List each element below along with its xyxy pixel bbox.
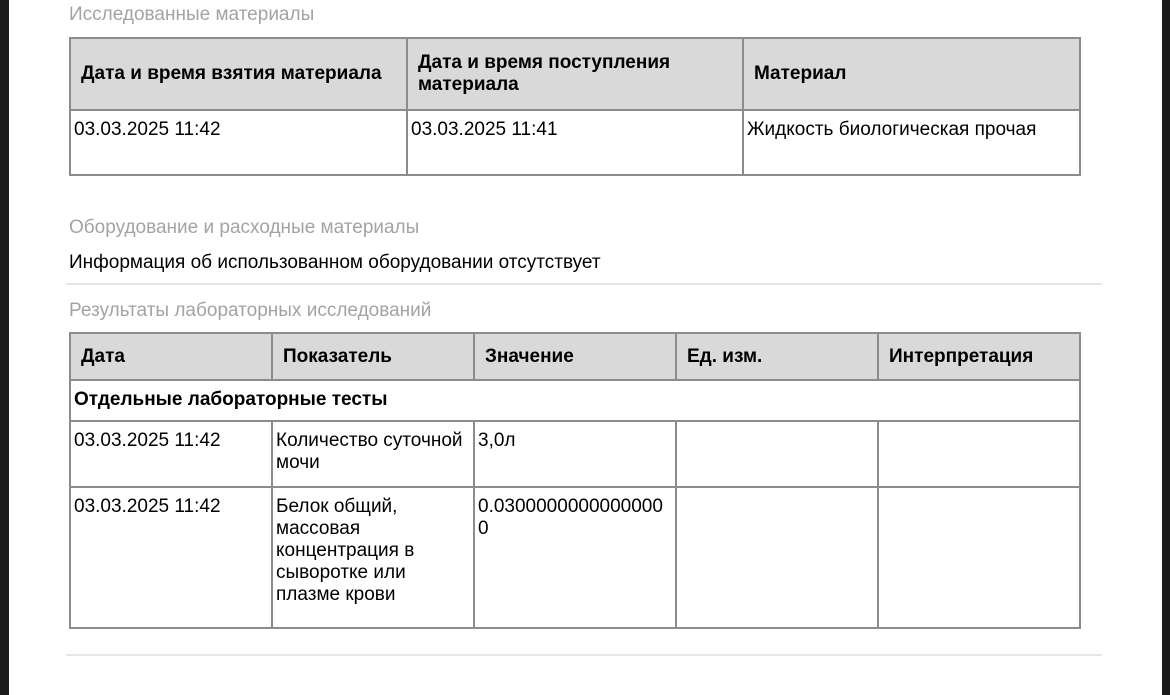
cell-value: 0.03000000000000000 xyxy=(474,487,676,628)
table-row xyxy=(70,421,1080,487)
cell-date: 03.03.2025 11:42 xyxy=(70,421,272,487)
materials-header-row xyxy=(70,38,1080,110)
equipment-section-title: Оборудование и расходные материалы xyxy=(69,217,420,238)
section-divider xyxy=(66,283,1102,285)
table-row xyxy=(70,487,1080,628)
cell-received-datetime: 03.03.2025 11:41 xyxy=(407,110,743,175)
table-row xyxy=(70,110,1080,175)
materials-table xyxy=(69,37,1081,176)
cell-material: Жидкость биологическая прочая xyxy=(743,110,1080,175)
header-value: Значение xyxy=(474,333,676,380)
cell-interpretation xyxy=(878,487,1080,628)
header-date: Дата xyxy=(70,333,272,380)
equipment-info-text: Информация об использованном оборудовании отсутствует xyxy=(69,252,601,273)
header-interpretation: Интерпретация xyxy=(878,333,1080,380)
header-taken-datetime: Дата и время взятия материала xyxy=(70,38,407,110)
cell-indicator: Белок общий, массовая концентрация в сыворотке или плазме крови xyxy=(272,487,474,628)
header-unit: Ед. изм. xyxy=(676,333,878,380)
results-header-row xyxy=(70,333,1080,380)
cell-unit xyxy=(676,421,878,487)
section-divider xyxy=(66,654,1102,656)
window-frame-left xyxy=(0,0,9,695)
document-page xyxy=(9,0,1162,695)
cell-date: 03.03.2025 11:42 xyxy=(70,487,272,628)
cell-taken-datetime: 03.03.2025 11:42 xyxy=(70,110,407,175)
header-material: Материал xyxy=(743,38,1080,110)
results-section-title: Результаты лабораторных исследований xyxy=(69,300,432,321)
group-row xyxy=(70,380,1080,421)
cell-value: 3,0л xyxy=(474,421,676,487)
materials-section-title: Исследованные материалы xyxy=(69,4,315,25)
header-indicator: Показатель xyxy=(272,333,474,380)
results-table xyxy=(69,332,1081,629)
cell-unit xyxy=(676,487,878,628)
cell-indicator: Количество суточной мочи xyxy=(272,421,474,487)
group-label: Отдельные лабораторные тесты xyxy=(70,380,1080,421)
cell-interpretation xyxy=(878,421,1080,487)
window-frame-right xyxy=(1162,0,1170,695)
header-received-datetime: Дата и время поступления материала xyxy=(407,38,743,110)
